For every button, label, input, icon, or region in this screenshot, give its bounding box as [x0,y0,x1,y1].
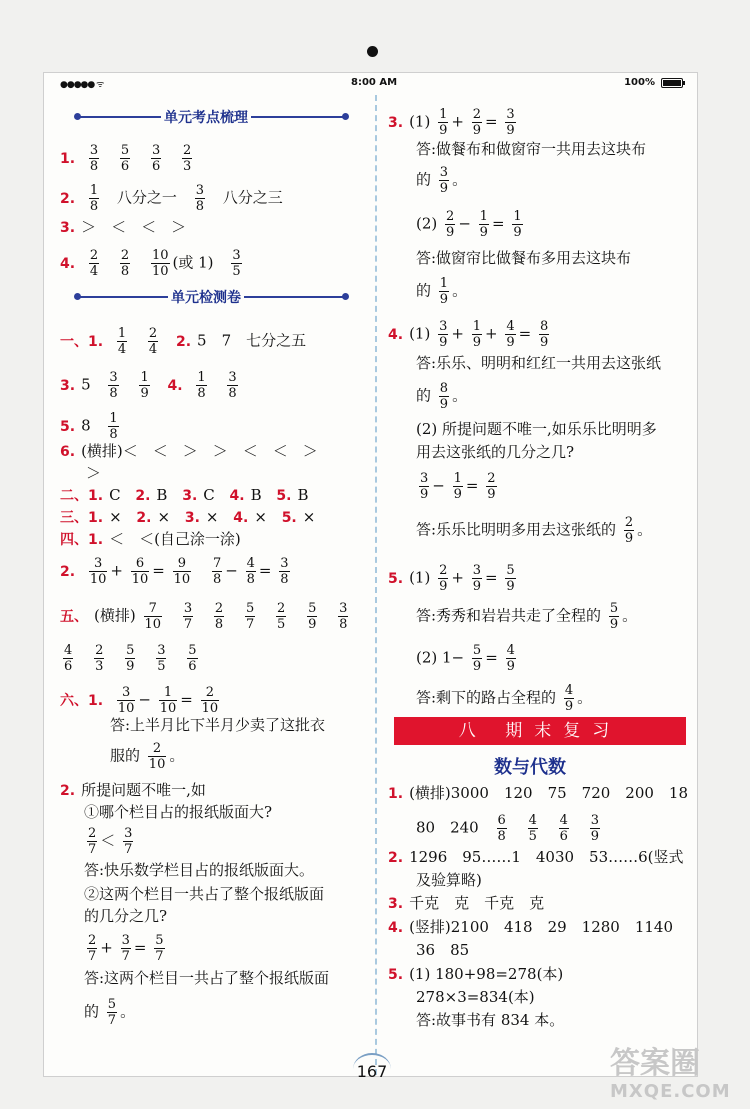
answer-6-1-text2: 服的 $\frac{2}{10}$ 。 [110,741,185,772]
battery-icon [661,78,683,88]
answer-6-2: 2. 所提问题不唯一,如 [60,781,206,799]
answer-r3-1: 3. (1) $\frac{1}{9}$ + $\frac{2}{9}$ = $\frac{3}{9}$ [388,107,515,138]
answer-s3: 3. 千克 克 千克 克 [388,894,545,912]
answer-6-2-2b: 的 $\frac{5}{7}$ 。 [84,997,136,1028]
answer-a6-cont: ＞ [86,464,102,482]
question-6-2-2a: ②这两个栏目一共占了整个报纸版面 [84,885,325,903]
question-6-2-2b: 的几分之几? [84,907,168,925]
answer-r3-1-text2: 的 $\frac{3}{9}$ 。 [416,165,468,196]
answer-s2-cont: 及验算略) [416,871,482,889]
answer-a6: 6. (横排)＜ ＜ ＞ ＞ ＜ ＜ ＞ [60,442,318,460]
section-subheading: 数与代数 [494,757,566,778]
section-heading-unit-test [74,287,354,307]
answer-s2: 2. 1296 95……1 4030 53……6(竖式 [388,848,684,866]
answer-6-2-1: 答:快乐数学栏目占的报纸版面大。 [84,861,315,879]
answer-k4: 4. $\frac{2}{4}$ $\frac{2}{8}$ $\frac{10}{10}$ (或 1) $\frac{3}{5}$ [60,248,241,279]
answer-r4-1: 4. (1) $\frac{3}{9}$ + $\frac{1}{9}$ + $\frac{4}{9}$ = $\frac{8}{9}$ [388,319,549,350]
equation-6-2-2: $\frac{2}{7}$ + $\frac{3}{7}$ = $\frac{5}{7}$ [88,933,164,964]
answer-r5-2: (2) 1− $\frac{5}{9}$ = $\frac{4}{9}$ [416,643,515,674]
watermark-logo: 答案圈 MXQE.COM [610,1046,731,1102]
answer-section-5-row2: $\frac{4}{6}$ $\frac{2}{3}$ $\frac{5}{9}$ $\frac{3}{5}$ $\frac{5}{6}$ [64,643,197,674]
answer-r3-2-text2: 的 $\frac{1}{9}$ 。 [416,276,468,307]
answer-k2: 2. $\frac{1}{8}$ 八分之一 $\frac{3}{8}$ 八分之三 [60,183,283,214]
equation-r4-2: $\frac{3}{9}$ − $\frac{1}{9}$ = $\frac{2}{9}$ [420,471,496,502]
answer-k3: 3. ＞ ＜ ＜ ＞ [60,218,187,236]
answer-r3-2: (2) $\frac{2}{9}$ − $\frac{1}{9}$ = $\frac{1}{9}$ [416,209,522,240]
answer-a5: 5. 8 $\frac{1}{8}$ [60,411,118,442]
answer-s1-cont: 80 240 $\frac{6}{8}$ $\frac{4}{5}$ $\frac{4}{6}$ $\frac{3}{9}$ [416,813,599,844]
answer-r3-1-text: 答:做餐布和做窗帘一共用去这块布 [416,140,647,158]
chapter-banner: 八 期末复习 [394,717,686,745]
answer-r3-2-text: 答:做窗帘比做餐布多用去这块布 [416,249,632,267]
section-title: 单元检测卷 [168,287,244,307]
answer-r4-2-a: (2) 所提问题不唯一,如乐乐比明明多 [416,420,657,438]
answer-k1: 1. $\frac{3}{8}$ $\frac{5}{6}$ $\frac{3}{6}$ $\frac{2}{3}$ [60,143,192,174]
page-number: 167 [353,1053,391,1085]
answer-section-4-1: 四、1. ＜ ＜(自己涂一涂) [60,530,241,548]
clock: 8:00 AM [351,77,398,88]
section-title: 单元考点梳理 [161,107,251,127]
status-bar [44,73,697,93]
answer-section-6-1: 六、1. $\frac{3}{10}$ − $\frac{1}{10}$ = $\frac{2}{10}$ [60,685,219,716]
answer-r4-1-text2: 的 $\frac{8}{9}$ 。 [416,381,468,412]
answer-section-4-2: 2. $\frac{3}{10}$ + $\frac{6}{10}$ = $\frac{9}{10}$ $\frac{7}{8}$ − $\frac{4}{8}$ = $\frac{3}{8}$ [60,556,289,587]
answer-r5-1: 5. (1) $\frac{2}{9}$ + $\frac{3}{9}$ = $\frac{5}{9}$ [388,563,515,594]
answer-6-1-text: 答:上半月比下半月少卖了这批衣 [110,716,326,734]
column-divider [375,95,377,1075]
question-6-2-1: ①哪个栏目占的报纸版面大? [84,803,273,821]
front-camera [367,46,378,57]
answer-s5-cont: 278×3=834(本) [416,988,535,1006]
answer-r4-1-text: 答:乐乐、明明和红红一共用去这张纸 [416,354,662,372]
answer-s5: 5. (1) 180+98=278(本) [388,965,564,983]
answer-section-2: 二、1. C 2. B 3. C 4. B 5. B [60,486,309,504]
answer-section-3: 三、1. × 2. × 3. × 4. × 5. × [60,508,316,526]
answer-r4-2-text: 答:乐乐比明明多用去这张纸的 $\frac{2}{9}$ 。 [416,515,653,546]
screen [43,72,698,1077]
answer-s1: 1. (横排)3000 120 75 720 200 18 [388,784,689,802]
answer-s5-final: 答:故事书有 834 本。 [416,1011,565,1029]
signal-wifi-icon: ●●●●● ᯤ [60,80,104,90]
battery-percent: 100% [624,77,655,88]
answer-section-5-row1: 五、 (横排) $\frac{7}{10}$ $\frac{3}{7}$ $\frac{2}{8}$ $\frac{5}{7}$ $\frac{2}{5}$ $\frac{5}{9}$ $\frac{3}{8}$ [60,601,348,632]
answer-r4-2-b: 用去这张纸的几分之几? [416,443,575,461]
answer-a3: 3. 5 $\frac{3}{8}$ $\frac{1}{9}$ 4. $\frac{1}{8}$ $\frac{3}{8}$ [60,370,237,401]
answer-a1: 一、1. $\frac{1}{4}$ $\frac{2}{4}$ 2. 5 7 七分之五 [60,326,307,357]
answer-s4-cont: 36 85 [416,941,470,959]
answer-r5-1-text: 答:秀秀和岩岩共走了全程的 $\frac{5}{9}$ 。 [416,601,638,632]
answer-s4: 4. (竖排)2100 418 29 1280 1140 [388,918,674,936]
answer-6-2-2a: 答:这两个栏目一共占了整个报纸版面 [84,969,330,987]
section-heading-key-points [74,107,354,127]
compare-6-2-1: $\frac{2}{7}$ ＜ $\frac{3}{7}$ [88,826,133,857]
answer-r5-2-text: 答:剩下的路占全程的 $\frac{4}{9}$ 。 [416,683,593,714]
